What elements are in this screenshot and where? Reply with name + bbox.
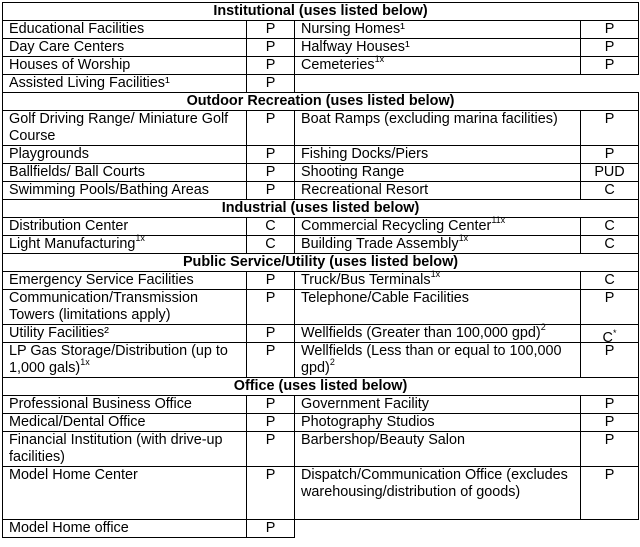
use-name-text: Swimming Pools/Bathing Areas xyxy=(9,182,209,198)
permission-code-left xyxy=(247,272,295,290)
table-row xyxy=(3,182,639,200)
permission-code-left xyxy=(247,75,295,93)
permission-code-left xyxy=(247,325,295,343)
permission-code-text: C xyxy=(604,182,615,198)
permission-code-text: C xyxy=(604,218,615,234)
permission-code-left xyxy=(247,396,295,414)
section-title: Institutional (uses listed below) xyxy=(3,3,639,21)
use-name-right xyxy=(295,164,581,182)
permission-code-right xyxy=(581,467,639,520)
empty-cell xyxy=(581,75,639,93)
permission-code-text: P xyxy=(604,396,615,412)
permission-code-left xyxy=(247,467,295,520)
permission-code-text: P xyxy=(604,290,615,306)
section-title: Office (uses listed below) xyxy=(3,378,639,396)
use-name-text: Financial Institution (with drive-up facilities) xyxy=(9,432,223,465)
use-name-right xyxy=(295,269,581,290)
footnote-superscript: 1x xyxy=(374,54,385,65)
permission-code-right xyxy=(581,272,639,290)
use-name-text: Recreational Resort xyxy=(301,182,429,198)
permission-code-text: P xyxy=(265,182,276,198)
permission-code-text: P xyxy=(604,467,615,483)
permission-code-right xyxy=(581,343,639,378)
use-name-text: Commercial Recycling Center xyxy=(301,218,492,234)
permission-code-left xyxy=(247,218,295,236)
permission-code-left xyxy=(247,290,295,325)
use-name-left xyxy=(3,343,247,378)
permission-code-left xyxy=(247,520,295,538)
use-name-text: Government Facility xyxy=(301,396,429,412)
empty-cell xyxy=(581,520,639,538)
permission-code-right xyxy=(581,111,639,146)
permission-code-text: P xyxy=(265,111,276,127)
code-superscript: * xyxy=(612,328,617,339)
use-name-right xyxy=(295,54,581,75)
use-name-text: Emergency Service Facilities xyxy=(9,272,194,288)
section-header-row xyxy=(3,93,639,111)
use-name-left xyxy=(3,57,247,75)
permission-code-text: P xyxy=(604,432,615,448)
permission-code-left xyxy=(247,432,295,467)
use-name-text: Boat Ramps (excluding marina facilities) xyxy=(301,111,558,127)
permission-code-text: P xyxy=(265,39,276,55)
permission-code-left xyxy=(247,414,295,432)
use-name-text: Day Care Centers xyxy=(9,39,125,55)
use-name-text: Building Trade Assembly xyxy=(301,236,459,252)
use-name-left xyxy=(3,182,247,200)
use-name-left xyxy=(3,39,247,57)
permission-code-left xyxy=(247,343,295,378)
use-name-text: Professional Business Office xyxy=(9,396,192,412)
permission-code-text: P xyxy=(604,57,615,73)
use-name-right xyxy=(295,21,581,39)
permission-code-left xyxy=(247,57,295,75)
table-row xyxy=(3,432,639,467)
use-name-right xyxy=(295,396,581,414)
permission-code-text: C xyxy=(602,330,613,346)
use-name-text: Houses of Worship xyxy=(9,57,131,73)
use-name-left xyxy=(3,218,247,236)
permission-code-text: P xyxy=(265,164,276,180)
use-name-text: Educational Facilities xyxy=(9,21,145,37)
section-header-row xyxy=(3,378,639,396)
permission-code-left xyxy=(247,164,295,182)
permission-code-text: P xyxy=(265,343,276,359)
use-name-text: Dispatch/Communication Office (excludes warehousing/distribution of goods) xyxy=(301,467,568,500)
permission-code-text: P xyxy=(604,21,615,37)
use-name-text: Medical/Dental Office xyxy=(9,414,146,430)
table-row xyxy=(3,111,639,146)
permission-code-text: P xyxy=(265,432,276,448)
use-name-text: Cemeteries xyxy=(301,57,375,73)
permission-code-text: P xyxy=(604,111,615,127)
use-name-text: Halfway Houses¹ xyxy=(301,39,410,55)
use-name-right xyxy=(295,215,581,236)
permission-code-text: P xyxy=(604,343,615,359)
permission-code-text: PUD xyxy=(594,164,625,180)
use-name-text: Playgrounds xyxy=(9,146,89,162)
use-name-text: Light Manufacturing xyxy=(9,236,136,252)
section-title: Outdoor Recreation (uses listed below) xyxy=(3,93,639,111)
permission-code-right xyxy=(581,182,639,200)
table-row xyxy=(3,325,639,343)
permission-code-right xyxy=(581,39,639,57)
permission-code-text: P xyxy=(265,520,276,536)
use-name-text: Communication/Transmission Towers (limitations apply) xyxy=(9,290,199,323)
permission-code-text: P xyxy=(604,146,615,162)
use-name-right xyxy=(295,182,581,200)
use-name-text: Ballfields/ Ball Courts xyxy=(9,164,145,180)
use-name-right xyxy=(295,111,581,146)
use-name-text: Wellfields (Greater than 100,000 gpd) xyxy=(301,325,541,341)
use-name-left xyxy=(3,520,247,538)
permission-code-right xyxy=(581,325,639,346)
permission-code-text: P xyxy=(265,414,276,430)
use-name-left xyxy=(3,432,247,467)
use-name-text: LP Gas Storage/Distribution (up to 1,000 gals) xyxy=(9,343,228,376)
permission-code-left xyxy=(247,39,295,57)
footnote-superscript: 1x xyxy=(80,357,90,368)
permission-code-text: P xyxy=(265,75,276,91)
table-row xyxy=(3,218,639,236)
table-row xyxy=(3,520,639,538)
permission-code-left xyxy=(247,236,295,254)
permission-code-right xyxy=(581,432,639,467)
table-row xyxy=(3,236,639,254)
table-row xyxy=(3,21,639,39)
permission-code-text: P xyxy=(265,467,276,483)
table-row xyxy=(3,396,639,414)
section-header-row xyxy=(3,3,639,21)
use-name-left xyxy=(3,467,247,520)
permission-code-text: P xyxy=(604,414,615,430)
permission-code-text: P xyxy=(265,290,276,306)
permission-code-text: P xyxy=(265,396,276,412)
permission-code-text: P xyxy=(265,325,276,341)
use-name-text: Model Home office xyxy=(9,520,129,536)
permission-code-right xyxy=(581,146,639,164)
permission-code-left xyxy=(247,146,295,164)
use-name-left xyxy=(3,325,247,343)
table-row xyxy=(3,290,639,325)
permission-code-text: P xyxy=(265,272,276,288)
use-name-right xyxy=(295,343,581,378)
use-name-text: Model Home Center xyxy=(9,467,138,483)
use-name-left xyxy=(3,75,247,93)
land-use-table-body xyxy=(3,3,639,538)
section-header-row xyxy=(3,254,639,272)
table-row xyxy=(3,414,639,432)
permission-code-text: P xyxy=(265,57,276,73)
permission-code-text: C xyxy=(604,236,615,252)
table-row xyxy=(3,57,639,75)
permission-code-left xyxy=(247,111,295,146)
use-name-text: Shooting Range xyxy=(301,164,405,180)
land-use-table xyxy=(2,2,639,538)
permission-code-text: P xyxy=(604,39,615,55)
footnote-superscript: 1x xyxy=(458,233,469,244)
empty-cell xyxy=(295,520,581,538)
use-name-text: Wellfields (Less than or equal to 100,000 gpd) xyxy=(301,343,562,376)
permission-code-left xyxy=(247,21,295,39)
use-name-left xyxy=(3,272,247,290)
permission-code-right xyxy=(581,290,639,325)
use-name-right xyxy=(295,432,581,467)
permission-code-right xyxy=(581,236,639,254)
footnote-superscript: 1x xyxy=(430,269,441,280)
footnote-superscript: 2 xyxy=(329,357,335,368)
footnote-superscript: 11x xyxy=(491,215,506,226)
section-title: Public Service/Utility (uses listed below) xyxy=(3,254,639,272)
permission-code-text: C xyxy=(265,236,276,252)
use-name-left xyxy=(3,233,247,254)
use-name-text: Truck/Bus Terminals xyxy=(301,272,431,288)
use-name-left xyxy=(3,290,247,325)
table-row xyxy=(3,146,639,164)
permission-code-right xyxy=(581,21,639,39)
use-name-text: Assisted Living Facilities¹ xyxy=(9,75,170,91)
use-name-text: Barbershop/Beauty Salon xyxy=(301,432,466,448)
use-name-right xyxy=(295,39,581,57)
use-name-left xyxy=(3,111,247,146)
footnote-superscript: 1x xyxy=(135,233,145,244)
permission-code-right xyxy=(581,218,639,236)
empty-cell xyxy=(295,75,581,93)
use-name-text: Golf Driving Range/ Miniature Golf Course xyxy=(9,111,229,144)
use-name-left xyxy=(3,146,247,164)
table-row xyxy=(3,39,639,57)
use-name-right xyxy=(295,290,581,325)
use-name-text: Fishing Docks/Piers xyxy=(301,146,429,162)
use-name-right xyxy=(295,414,581,432)
section-header-row xyxy=(3,200,639,218)
use-name-left xyxy=(3,396,247,414)
permission-code-right xyxy=(581,396,639,414)
use-name-right xyxy=(295,233,581,254)
footnote-superscript: 2 xyxy=(540,322,546,333)
use-name-left xyxy=(3,164,247,182)
use-name-right xyxy=(295,146,581,164)
use-name-left xyxy=(3,414,247,432)
permission-code-text: P xyxy=(265,21,276,37)
permission-code-right xyxy=(581,164,639,182)
use-name-text: Photography Studios xyxy=(301,414,435,430)
use-name-text: Telephone/Cable Facilities xyxy=(301,290,469,306)
table-row xyxy=(3,75,639,93)
table-row xyxy=(3,272,639,290)
table-row xyxy=(3,343,639,378)
use-name-text: Distribution Center xyxy=(9,218,129,234)
use-name-text: Utility Facilities² xyxy=(9,325,109,341)
table-row xyxy=(3,164,639,182)
permission-code-text: C xyxy=(604,272,615,288)
permission-code-text: C xyxy=(265,218,276,234)
use-name-right xyxy=(295,467,581,520)
table-row xyxy=(3,467,639,520)
permission-code-right xyxy=(581,414,639,432)
section-title: Industrial (uses listed below) xyxy=(3,200,639,218)
use-name-right xyxy=(295,322,581,343)
permission-code-left xyxy=(247,182,295,200)
permission-code-text: P xyxy=(265,146,276,162)
permission-code-right xyxy=(581,57,639,75)
use-name-left xyxy=(3,21,247,39)
use-name-text: Nursing Homes¹ xyxy=(301,21,405,37)
